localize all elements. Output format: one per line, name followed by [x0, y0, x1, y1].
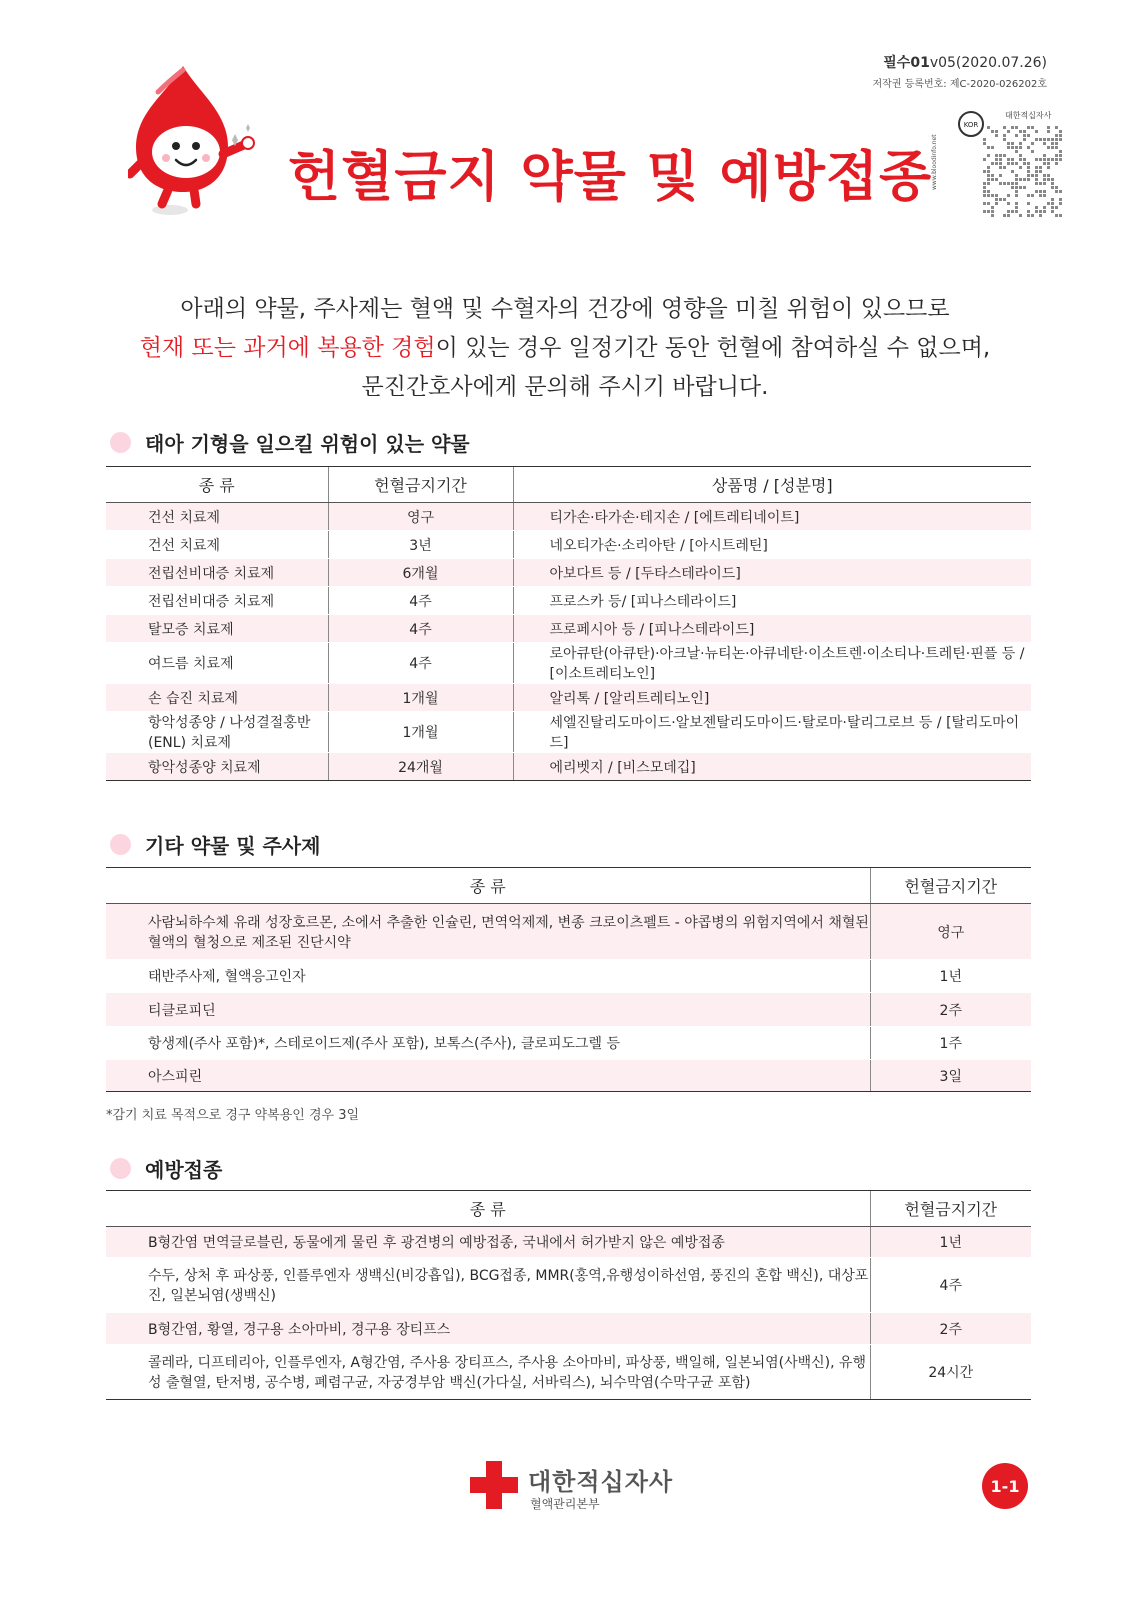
header-period: 헌혈금지기간: [328, 467, 513, 503]
header-period: 헌혈금지기간: [870, 1191, 1031, 1227]
ban-period-cell: 2주: [870, 1313, 1031, 1345]
drug-type-cell: 사람뇌하수체 유래 성장호르몬, 소에서 추출한 인슐린, 면역억제제, 변종 크로이츠펠트 - 야콥병의 위험지역에서 채혈된 혈액의 혈청으로 제조된 진단시약: [106, 904, 870, 960]
intro-line-2: 현재 또는 과거에 복용한 경험이 있는 경우 일정기간 동안 헌혈에 참여하실 수 없으며,: [139, 335, 991, 361]
table-row: [106, 531, 1031, 559]
drug-type-cell: 탈모증 치료제: [106, 615, 328, 643]
intro-text: [100, 290, 1030, 407]
section-title-teratogenic: 태아 기형을 일으킬 위험이 있는 약물: [110, 428, 470, 457]
vaccine-type-cell: B형간염 면역글로블린, 동물에게 물린 후 광견병의 예방접종, 국내에서 허가받지 않은 예방접종: [106, 1227, 870, 1258]
intro-highlight: 현재 또는 과거에 복용한 경험: [139, 335, 436, 361]
ban-period-cell: 영구: [870, 904, 1031, 960]
product-name-cell: 로아큐탄(아큐탄)·아크날·뉴티논·아큐네탄·이소트렌·이소티나·트레틴·핀플 등 / [이소트레티노인]: [513, 643, 1031, 684]
ban-period-cell: 3년: [328, 531, 513, 559]
vaccine-type-cell: 콜레라, 디프테리아, 인플루엔자, A형간염, 주사용 장티프스, 주사용 소아마비, 파상풍, 백일해, 일본뇌염(사백신), 유행성 출혈열, 탄저병, 공수병, 폐렴구균, 자궁경부암 백신(가다실, 서바릭스), 뇌수막염(수막구균 포함): [106, 1345, 870, 1400]
drug-type-cell: 항악성종양 / 나성결절홍반 (ENL) 치료제: [106, 712, 328, 753]
product-name-cell: 프로스카 등/ [피나스테라이드]: [513, 587, 1031, 615]
product-name-cell: 티가손·타가손·테지손 / [에트레티네이트]: [513, 503, 1031, 531]
ban-period-cell: 1년: [870, 1227, 1031, 1258]
drug-type-cell: 태반주사제, 혈액응고인자: [106, 960, 870, 993]
page-title: 헌혈금지 약물 및 예방접종: [288, 145, 933, 208]
drug-type-cell: 아스피린: [106, 1060, 870, 1092]
drug-type-cell: 여드름 치료제: [106, 643, 328, 684]
product-name-cell: 네오티가손·소리아탄 / [아시트레틴]: [513, 531, 1031, 559]
ban-period-cell: 6개월: [328, 559, 513, 587]
drug-type-cell: 항악성종양 치료제: [106, 753, 328, 781]
ban-period-cell: 1개월: [328, 684, 513, 712]
header-period: 헌혈금지기간: [870, 868, 1031, 904]
table-row: [106, 712, 1031, 753]
table-row: [106, 643, 1031, 684]
table-row: [106, 993, 1031, 1027]
table-row: [106, 1060, 1031, 1092]
table-row: [106, 1227, 1031, 1258]
ban-period-cell: 1개월: [328, 712, 513, 753]
header-product: 상품명 / [성분명]: [513, 467, 1031, 503]
drug-type-cell: 티클로피딘: [106, 993, 870, 1027]
page-number-badge: 1-1: [982, 1463, 1028, 1509]
table-row: [106, 1258, 1031, 1313]
section-bullet-icon: [110, 834, 131, 855]
ban-period-cell: 24개월: [328, 753, 513, 781]
product-name-cell: 에리벳지 / [비스모데깁]: [513, 753, 1031, 781]
qr-seal-text: KOR: [963, 121, 979, 129]
ban-period-cell: 영구: [328, 503, 513, 531]
product-name-cell: 아보다트 등 / [두타스테라이드]: [513, 559, 1031, 587]
table-row: [106, 753, 1031, 781]
drug-type-cell: 건선 치료제: [106, 503, 328, 531]
teratogenic-drugs-table: [106, 466, 1031, 781]
footnote: *감기 치료 목적으로 경구 약복용인 경우 3일: [106, 1108, 360, 1123]
ban-period-cell: 4주: [328, 615, 513, 643]
copyright-registration: 저작권 등록번호: 제C-2020-026202호: [872, 79, 1047, 90]
table-row: [106, 615, 1031, 643]
organization-subname: 혈액관리본부: [530, 1497, 600, 1511]
ban-period-cell: 4주: [328, 587, 513, 615]
qr-organization-label: 대한적십자사: [1005, 111, 1052, 120]
ban-period-cell: 3일: [870, 1060, 1031, 1092]
header-type: 종 류: [106, 868, 870, 904]
header-type: 종 류: [106, 1191, 870, 1227]
intro-line-3: 문진간호사에게 문의해 주시기 바랍니다.: [361, 374, 769, 400]
document-code-block: [873, 52, 1048, 90]
drug-type-cell: 전립선비대증 치료제: [106, 559, 328, 587]
ban-period-cell: 4주: [870, 1258, 1031, 1313]
section-bullet-icon: [110, 432, 131, 453]
ban-period-cell: 2주: [870, 993, 1031, 1027]
product-name-cell: 세엘진탈리도마이드·알보젠탈리도마이드·탈로마·탈리그로브 등 / [탈리도마이드]: [513, 712, 1031, 753]
ban-period-cell: 1주: [870, 1027, 1031, 1060]
table-row: [106, 559, 1031, 587]
qr-url-label: www.bloodinfo.net: [931, 134, 938, 190]
intro-line-1: 아래의 약물, 주사제는 혈액 및 수혈자의 건강에 영향을 미칠 위험이 있으므로: [180, 296, 950, 322]
ban-period-cell: 24시간: [870, 1345, 1031, 1400]
product-name-cell: 알리톡 / [알리트레티노인]: [513, 684, 1031, 712]
vaccine-type-cell: B형간염, 황열, 경구용 소아마비, 경구용 장티프스: [106, 1313, 870, 1345]
section-title-vaccination: 예방접종: [110, 1154, 222, 1183]
section-bullet-icon: [110, 1158, 131, 1179]
ban-period-cell: 4주: [328, 643, 513, 684]
drug-type-cell: 손 습진 치료제: [106, 684, 328, 712]
section-title-other-drugs: 기타 약물 및 주사제: [110, 830, 320, 859]
table-row: [106, 960, 1031, 993]
drug-type-cell: 건선 치료제: [106, 531, 328, 559]
document-code: 필수01v05(2020.07.26): [883, 55, 1047, 71]
drug-type-cell: 전립선비대증 치료제: [106, 587, 328, 615]
red-cross-logo-icon: [470, 1461, 518, 1509]
table-row: [106, 1027, 1031, 1060]
header-type: 종 류: [106, 467, 328, 503]
table-row: [106, 904, 1031, 960]
organization-name: 대한적십자사: [528, 1468, 674, 1496]
other-drugs-table: [106, 867, 1031, 1092]
qr-code-icon: [955, 108, 1065, 218]
vaccine-type-cell: 수두, 상처 후 파상풍, 인플루엔자 생백신(비강흡입), BCG접종, MMR(홍역,유행성이하선염, 풍진의 혼합 백신), 대상포진, 일본뇌염(생백신): [106, 1258, 870, 1313]
vaccination-table: [106, 1190, 1031, 1400]
table-row: [106, 503, 1031, 531]
drug-type-cell: 항생제(주사 포함)*, 스테로이드제(주사 포함), 보톡스(주사), 클로피도그렐 등: [106, 1027, 870, 1060]
table-row: [106, 684, 1031, 712]
ban-period-cell: 1년: [870, 960, 1031, 993]
table-row: [106, 1345, 1031, 1400]
table-row: [106, 1313, 1031, 1345]
table-row: [106, 587, 1031, 615]
product-name-cell: 프로페시아 등 / [피나스테라이드]: [513, 615, 1031, 643]
blood-drop-mascot-icon: [128, 62, 258, 222]
